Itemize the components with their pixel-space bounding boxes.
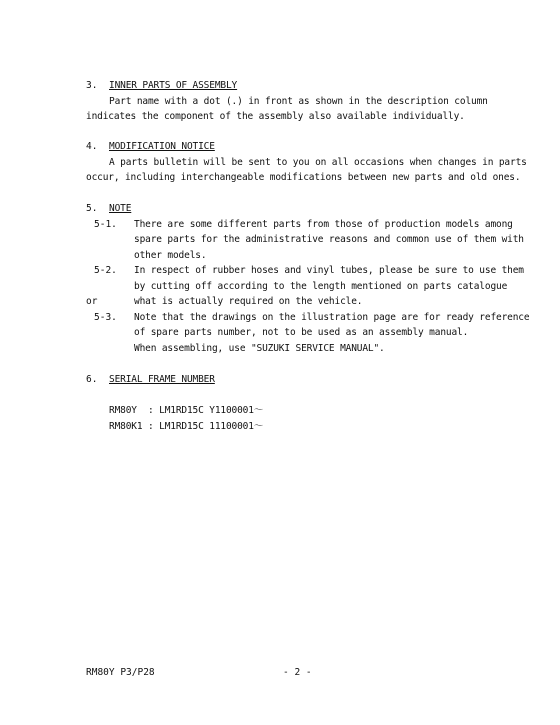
paragraph-line: what is actually required on the vehicle.	[134, 296, 363, 307]
margin-word: or	[86, 296, 98, 307]
paragraph-line: There are some different parts from those of production models among	[134, 219, 513, 230]
note-item-number: 5-1.	[94, 219, 117, 230]
section-number: 6.	[86, 374, 98, 385]
footer-document-code: RM80Y P3/P28	[86, 667, 155, 678]
paragraph-line: occur, including interchangeable modifications between new parts and old ones.	[86, 172, 521, 183]
paragraph-line: In respect of rubber hoses and vinyl tubes, please be sure to use them	[134, 265, 524, 276]
section-heading: NOTE	[109, 203, 132, 214]
section-heading: INNER PARTS OF ASSEMBLY	[109, 80, 238, 91]
page-number: - 2 -	[283, 667, 312, 678]
paragraph-line: A parts bulletin will be sent to you on all occasions when changes in parts	[109, 157, 527, 168]
paragraph-line: Note that the drawings on the illustration page are for ready reference	[134, 312, 530, 323]
paragraph-line: by cutting off according to the length mentioned on parts catalogue	[134, 281, 508, 292]
paragraph-line: indicates the component of the assembly also available individually.	[86, 111, 465, 122]
section-number: 4.	[86, 141, 98, 152]
paragraph-line: Part name with a dot (.) in front as shown in the description column	[109, 96, 488, 107]
paragraph-line: spare parts for the administrative reasons and common use of them with	[134, 234, 524, 245]
paragraph-line: of spare parts number, not to be used as an assembly manual.	[134, 327, 469, 338]
note-item-number: 5-3.	[94, 312, 117, 323]
serial-row: RM80Y : LM1RD15C Y1100001～	[109, 405, 264, 416]
section-number: 3.	[86, 80, 98, 91]
paragraph-line: When assembling, use "SUZUKI SERVICE MANUAL".	[134, 343, 385, 354]
note-item-number: 5-2.	[94, 265, 117, 276]
serial-row: RM80K1 : LM1RD15C 11100001～	[109, 421, 264, 432]
section-heading: MODIFICATION NOTICE	[109, 141, 215, 152]
paragraph-line: other models.	[134, 250, 207, 261]
section-number: 5.	[86, 203, 98, 214]
section-heading: SERIAL FRAME NUMBER	[109, 374, 215, 385]
